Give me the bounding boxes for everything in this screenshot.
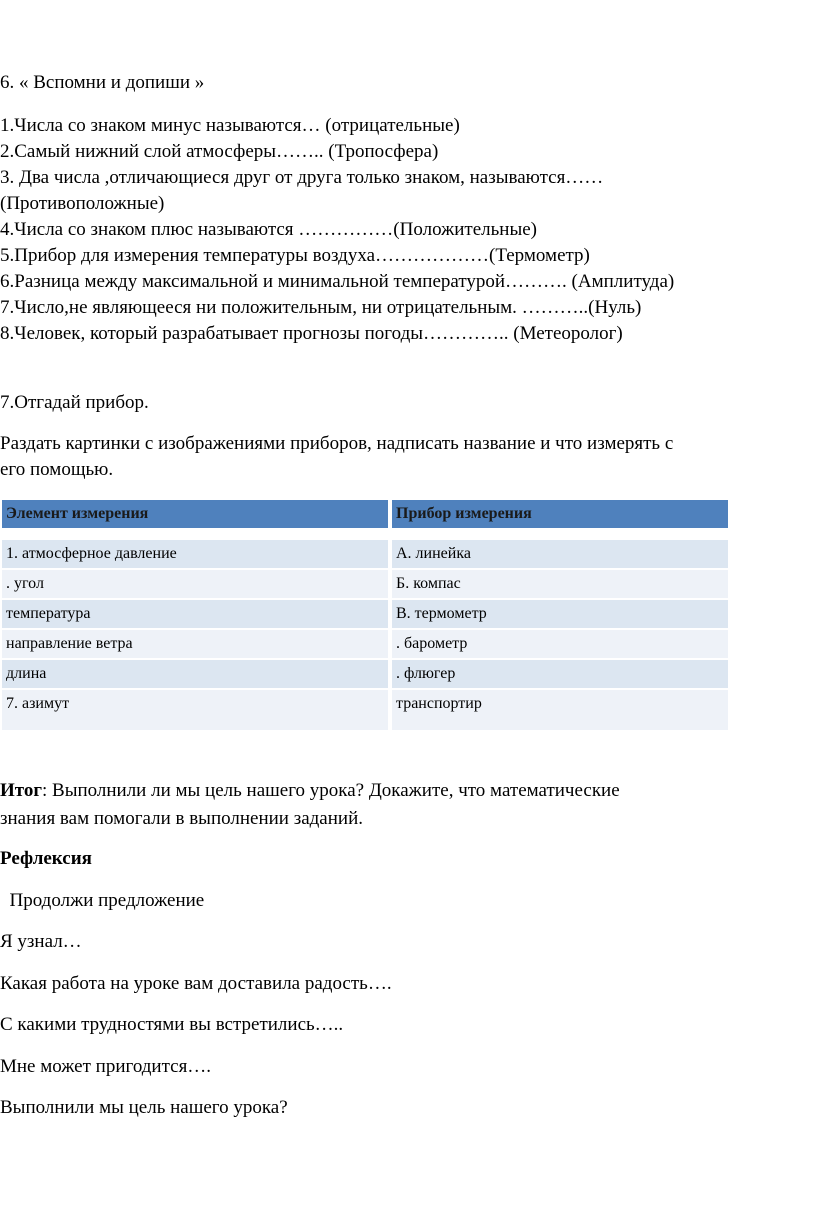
table-body: [2, 540, 728, 732]
table-row: [2, 540, 728, 570]
summary-line-2: знания вам помогали в выполнении заданий.: [0, 808, 363, 829]
section6-title: 6. « Вспомни и допиши »: [0, 72, 205, 93]
table-cell-element: 7. азимут: [2, 690, 388, 732]
section6-item-6: 6.Разница между максимальной и минимальной температурой………. (Амплитуда): [0, 271, 675, 292]
summary-label: Итог: [0, 780, 42, 801]
table-header-row: [2, 500, 728, 528]
section6-item-7: 7.Число,не являющееся ни положительным, ни отрицательным. ………..(Нуль): [0, 297, 642, 318]
instrument-table: [2, 500, 728, 732]
table-cell-instrument: . флюгер: [392, 660, 728, 690]
section7-instruction-2: его помощью.: [0, 459, 114, 480]
table-row: [2, 570, 728, 600]
table-cell-element: температура: [2, 600, 388, 630]
section6-item-4: 4.Числа со знаком плюс называются ……………(Положительные): [0, 219, 537, 240]
reflection-title: Рефлексия: [0, 848, 92, 869]
table-gap: [2, 528, 728, 540]
summary-text-1: : Выполнили ли мы цель нашего урока? Докажите, что математические: [42, 780, 620, 801]
section6-item-5: 5.Прибор для измерения температуры воздуха………………(Термометр): [0, 245, 590, 266]
section6-item-3: 3. Два числа ,отличающиеся друг от друга только знаком, называются……: [0, 167, 604, 188]
table-row: [2, 630, 728, 660]
table-cell-element: . угол: [2, 570, 388, 600]
section7-instruction-1: Раздать картинки с изображениями приборов, надписать название и что измерять с: [0, 433, 674, 454]
table-cell-instrument: . барометр: [392, 630, 728, 660]
reflection-line-4: Мне может пригодится….: [0, 1056, 212, 1077]
section7-title: 7.Отгадай прибор.: [0, 392, 149, 413]
table-cell-element: длина: [2, 660, 388, 690]
section6-item-1: 1.Числа со знаком минус называются… (отрицательные): [0, 115, 460, 136]
section6-item-2: 2.Самый нижний слой атмосферы…….. (Тропосфера): [0, 141, 439, 162]
table-cell-instrument: транспортир: [392, 690, 728, 732]
table-cell-instrument: А. линейка: [392, 540, 728, 570]
reflection-prompt: Продолжи предложение: [0, 890, 205, 911]
reflection-line-5: Выполнили мы цель нашего урока?: [0, 1097, 288, 1118]
table-header-instrument: Прибор измерения: [392, 500, 728, 528]
table-cell-element: направление ветра: [2, 630, 388, 660]
reflection-line-1: Я узнал…: [0, 931, 82, 952]
section6-item-3-answer: (Противоположные): [0, 193, 165, 214]
reflection-line-3: С какими трудностями вы встретились…..: [0, 1014, 344, 1035]
table-cell-instrument: В. термометр: [392, 600, 728, 630]
section6-item-8: 8.Человек, который разрабатывает прогнозы погоды………….. (Метеоролог): [0, 323, 623, 344]
table-row: [2, 600, 728, 630]
table-header-element: Элемент измерения: [2, 500, 388, 528]
table-cell-element: 1. атмосферное давление: [2, 540, 388, 570]
table-cell-instrument: Б. компас: [392, 570, 728, 600]
reflection-line-2: Какая работа на уроке вам доставила радость….: [0, 973, 392, 994]
table-row: [2, 660, 728, 690]
summary-line-1: [0, 780, 620, 802]
table-row: [2, 690, 728, 732]
